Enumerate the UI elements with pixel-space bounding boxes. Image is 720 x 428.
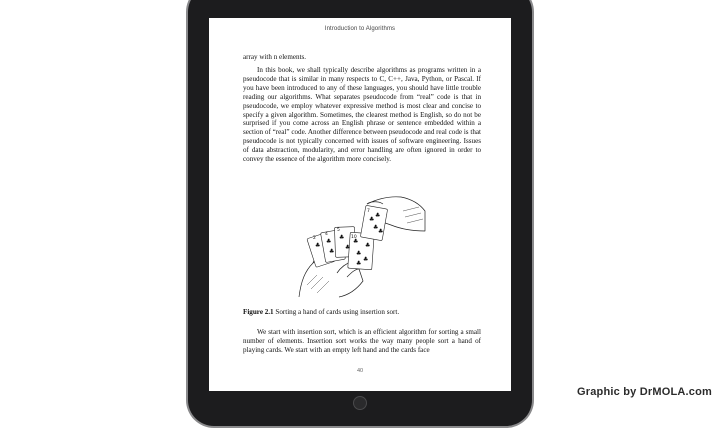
- svg-text:♣: ♣: [353, 238, 359, 245]
- running-header: Introduction to Algorithms: [324, 26, 396, 32]
- svg-text:♣: ♣: [326, 238, 332, 245]
- figure-hand-of-cards: [293, 177, 427, 298]
- text-line-top: [243, 53, 481, 62]
- svg-text:♣: ♣: [356, 250, 362, 257]
- paragraph-pseudocode: In this book, we shall typically describe algorithms as programs written in a pseudocode that is similar in many respects to C, C++, Java, Python, or Pascal. If you have been introduced to any of these languages, you should have little trouble reading our algorithms. What separates pseudocode from “real” code is that in pseudocode, we employ whatever expressive method is most clear and concise to specify a given algorithm. Sometimes, the clearest method is English, so do not be surprised if you come across an English phrase or sentence embedded within a section of “real” code. Another difference between pseudocode and real code is that pseudocode is not typically concerned with issues of software engineering. Issues of data abstraction, modularity, and error handling are often ignored in order to convey the essence of the algorithm more concisely.: [243, 66, 481, 164]
- svg-text:♣: ♣: [378, 228, 384, 235]
- home-button[interactable]: [353, 396, 367, 410]
- card-7-rank: 7: [367, 209, 370, 214]
- card-2-rank: 2: [313, 236, 316, 241]
- svg-text:♣: ♣: [375, 212, 381, 219]
- figure-label: Figure 2.1: [243, 308, 274, 316]
- text-line-content: array with n elements.: [243, 53, 307, 61]
- svg-text:♣: ♣: [373, 224, 379, 231]
- svg-text:♣: ♣: [356, 260, 362, 267]
- ebook-screen[interactable]: [209, 18, 511, 391]
- card-7: [360, 205, 387, 240]
- svg-text:♣: ♣: [365, 242, 371, 249]
- paragraph-insertion-sort: We start with insertion sort, which is an efficient algorithm for sorting a small number of elements. Insertion sort works the way many people sort a hand of playing cards. We start with an empty left hand and the cards face: [243, 328, 481, 354]
- svg-text:♣: ♣: [339, 234, 345, 241]
- card-10-rank: 10: [351, 235, 357, 240]
- svg-text:♣: ♣: [315, 242, 321, 249]
- svg-text:♣: ♣: [345, 244, 351, 251]
- page-number: 40: [356, 368, 364, 374]
- svg-text:♣: ♣: [329, 248, 335, 255]
- svg-text:♣: ♣: [369, 216, 375, 223]
- credit-watermark: Graphic by DrMOLA.com: [577, 386, 712, 398]
- svg-text:♣: ♣: [363, 256, 369, 263]
- figure-caption-text: Sorting a hand of cards using insertion sort.: [275, 308, 400, 316]
- figure-caption: [243, 308, 481, 316]
- card-5-rank: 5: [337, 228, 340, 233]
- card-4-rank: 4: [325, 232, 328, 237]
